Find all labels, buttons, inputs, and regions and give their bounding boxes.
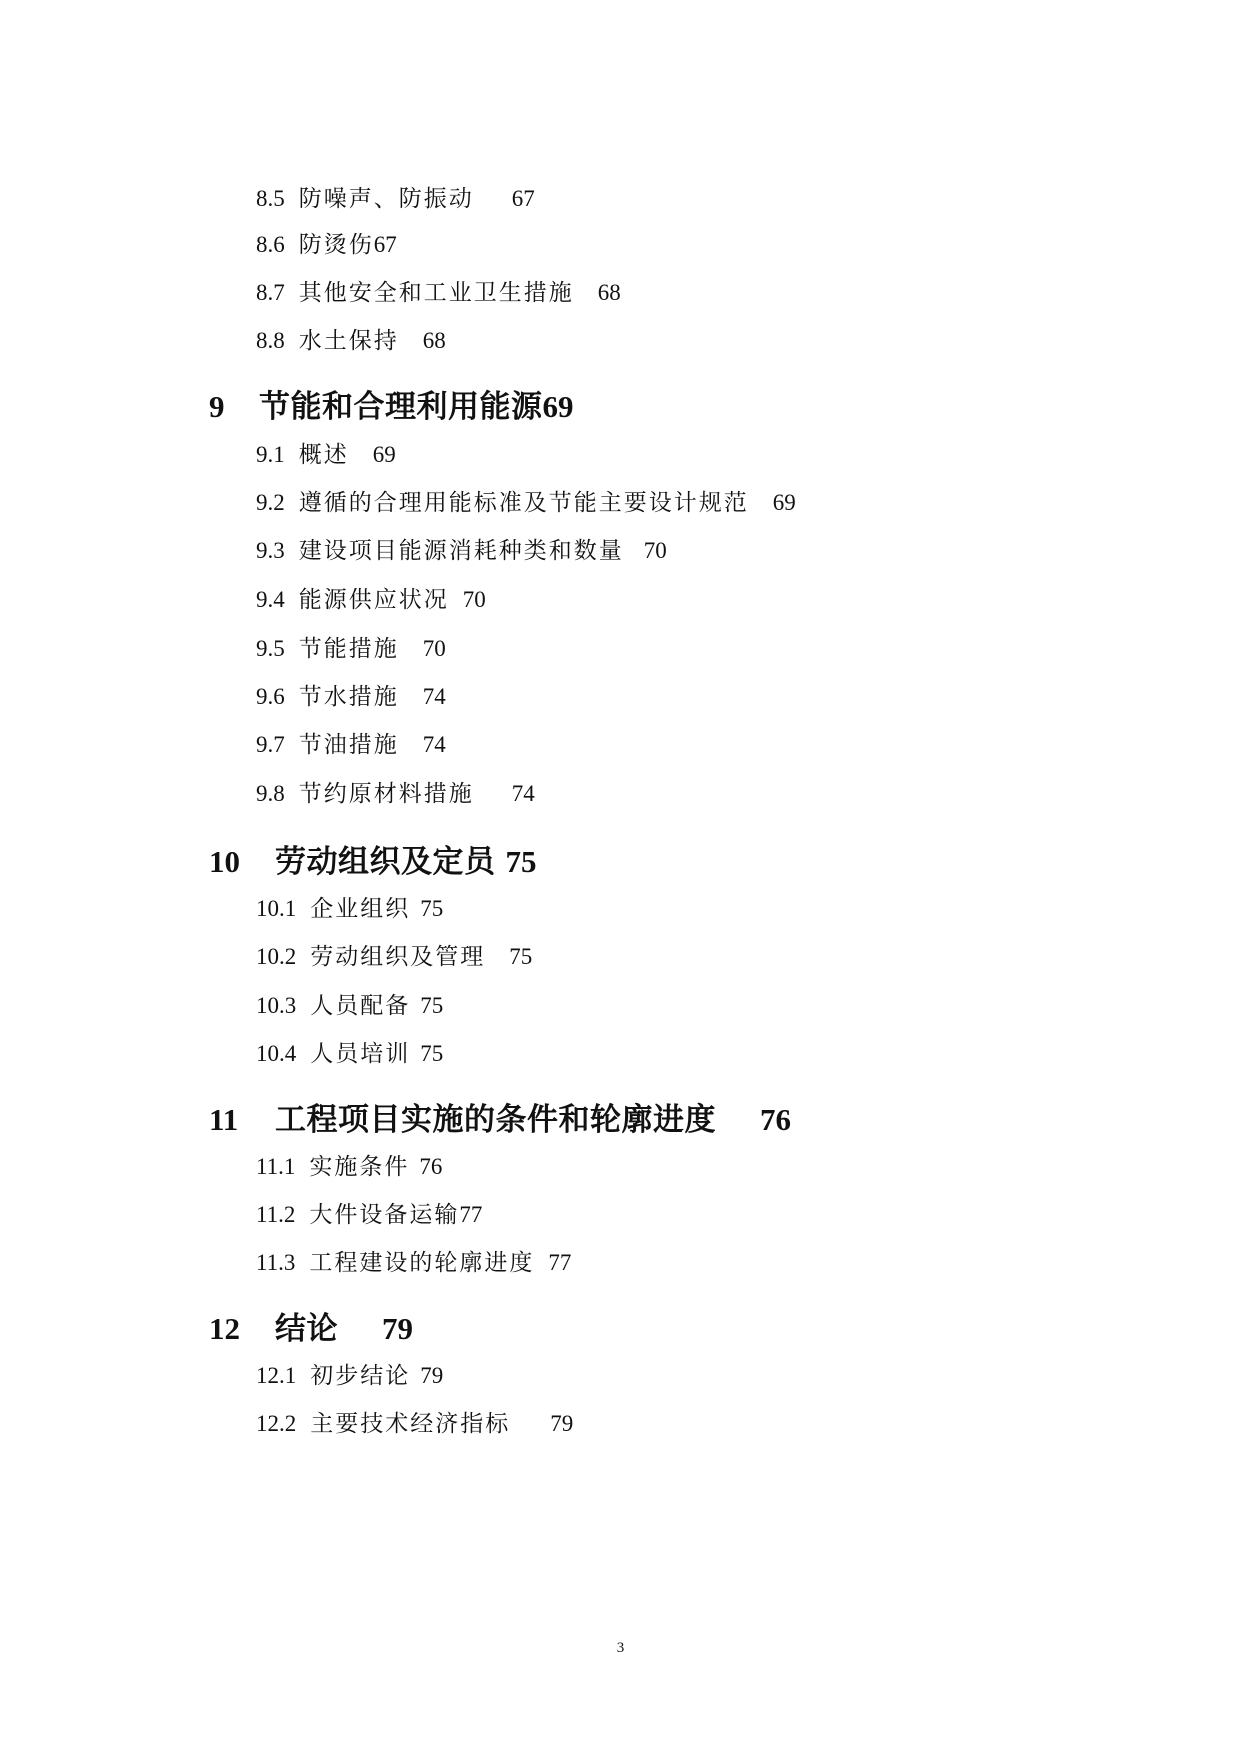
toc-entry-number: 9.2 bbox=[256, 490, 285, 515]
toc-entry-page: 79 bbox=[420, 1363, 444, 1388]
toc-chapter-number: 12 bbox=[209, 1311, 240, 1346]
toc-entry-number: 10.4 bbox=[256, 1041, 297, 1066]
toc-entry-page: 75 bbox=[420, 1041, 444, 1066]
toc-entry-number: 10.2 bbox=[256, 944, 297, 969]
toc-entry-12-2[interactable] bbox=[233, 1389, 573, 1458]
toc-chapter-number: 9 bbox=[209, 389, 225, 424]
toc-entry-title: 主要技术经济指标 bbox=[310, 1411, 511, 1436]
toc-entry-number: 8.6 bbox=[256, 232, 285, 257]
toc-chapter-number: 10 bbox=[209, 844, 240, 879]
toc-chapter-number: 11 bbox=[209, 1102, 239, 1137]
toc-entry-title: 能源供应状况 bbox=[298, 587, 449, 612]
toc-entry-title: 节约原材料措施 bbox=[298, 781, 474, 806]
toc-entry-page: 67 bbox=[511, 186, 535, 211]
toc-entry-title: 概述 bbox=[298, 442, 349, 467]
toc-entry-number: 11.2 bbox=[256, 1202, 296, 1227]
toc-entry-page: 75 bbox=[420, 993, 444, 1018]
toc-chapter-title: 结论 bbox=[275, 1311, 338, 1346]
toc-entry-page: 77 bbox=[459, 1202, 483, 1227]
toc-entry-title: 实施条件 bbox=[309, 1154, 410, 1179]
toc-chapter-page: 75 bbox=[505, 844, 537, 879]
toc-chapter-page: 69 bbox=[542, 389, 574, 424]
page-number: 3 bbox=[616, 1640, 625, 1656]
toc-entry-number: 9.4 bbox=[256, 587, 285, 612]
toc-entry-page: 69 bbox=[772, 490, 796, 515]
toc-entry-title: 节油措施 bbox=[298, 732, 399, 757]
toc-entry-title: 工程建设的轮廓进度 bbox=[309, 1250, 535, 1275]
toc-entry-number: 12.1 bbox=[256, 1363, 297, 1388]
toc-entry-number: 10.1 bbox=[256, 896, 297, 921]
toc-entry-number: 9.5 bbox=[256, 636, 285, 661]
toc-entry-page: 68 bbox=[422, 328, 446, 353]
toc-entry-title: 人员培训 bbox=[310, 1041, 411, 1066]
toc-entry-page: 70 bbox=[462, 587, 486, 612]
toc-entry-page: 79 bbox=[550, 1411, 574, 1436]
toc-entry-title: 其他安全和工业卫生措施 bbox=[298, 280, 574, 305]
toc-entry-page: 70 bbox=[422, 636, 446, 661]
toc-entry-number: 8.5 bbox=[256, 186, 285, 211]
toc-entry-title: 劳动组织及管理 bbox=[310, 944, 486, 969]
toc-entry-number: 9.1 bbox=[256, 442, 285, 467]
toc-entry-number: 8.8 bbox=[256, 328, 285, 353]
toc-entry-number: 11.1 bbox=[256, 1154, 296, 1179]
toc-chapter-title: 节能和合理利用能源 bbox=[259, 389, 543, 424]
toc-chapter-title: 劳动组织及定员 bbox=[275, 844, 496, 879]
toc-entry-title: 大件设备运输 bbox=[309, 1202, 460, 1227]
toc-entry-title: 节水措施 bbox=[298, 684, 399, 709]
toc-entry-title: 防噪声、防振动 bbox=[298, 186, 474, 211]
toc-entry-number: 9.8 bbox=[256, 781, 285, 806]
toc-entry-page: 76 bbox=[419, 1154, 443, 1179]
toc-entry-title: 防烫伤 bbox=[298, 232, 374, 257]
toc-chapter-page: 76 bbox=[760, 1102, 791, 1137]
toc-entry-title: 人员配备 bbox=[310, 993, 411, 1018]
toc-entry-page: 69 bbox=[372, 442, 396, 467]
toc-entry-number: 9.6 bbox=[256, 684, 285, 709]
toc-entry-page: 74 bbox=[422, 684, 446, 709]
toc-entry-title: 水土保持 bbox=[298, 328, 399, 353]
toc-entry-title: 节能措施 bbox=[298, 636, 399, 661]
toc-entry-title: 建设项目能源消耗种类和数量 bbox=[298, 538, 624, 563]
toc-entry-page: 74 bbox=[422, 732, 446, 757]
toc-entry-title: 遵循的合理用能标准及节能主要设计规范 bbox=[298, 490, 749, 515]
toc-entry-number: 11.3 bbox=[256, 1250, 296, 1275]
toc-entry-title: 企业组织 bbox=[310, 896, 411, 921]
toc-entry-number: 12.2 bbox=[256, 1411, 297, 1436]
toc-entry-page: 77 bbox=[548, 1250, 572, 1275]
toc-entry-number: 9.7 bbox=[256, 732, 285, 757]
toc-entry-number: 10.3 bbox=[256, 993, 297, 1018]
toc-entry-number: 9.3 bbox=[256, 538, 285, 563]
toc-entry-page: 68 bbox=[597, 280, 621, 305]
toc-entry-page: 75 bbox=[509, 944, 533, 969]
toc-entry-number: 8.7 bbox=[256, 280, 285, 305]
toc-chapter-title: 工程项目实施的条件和轮廓进度 bbox=[275, 1102, 716, 1137]
toc-entry-page: 67 bbox=[373, 232, 397, 257]
toc-entry-page: 74 bbox=[511, 781, 535, 806]
toc-chapter-page: 79 bbox=[382, 1311, 413, 1346]
toc-entry-page: 70 bbox=[643, 538, 667, 563]
toc-entry-page: 75 bbox=[420, 896, 444, 921]
toc-entry-title: 初步结论 bbox=[310, 1363, 411, 1388]
